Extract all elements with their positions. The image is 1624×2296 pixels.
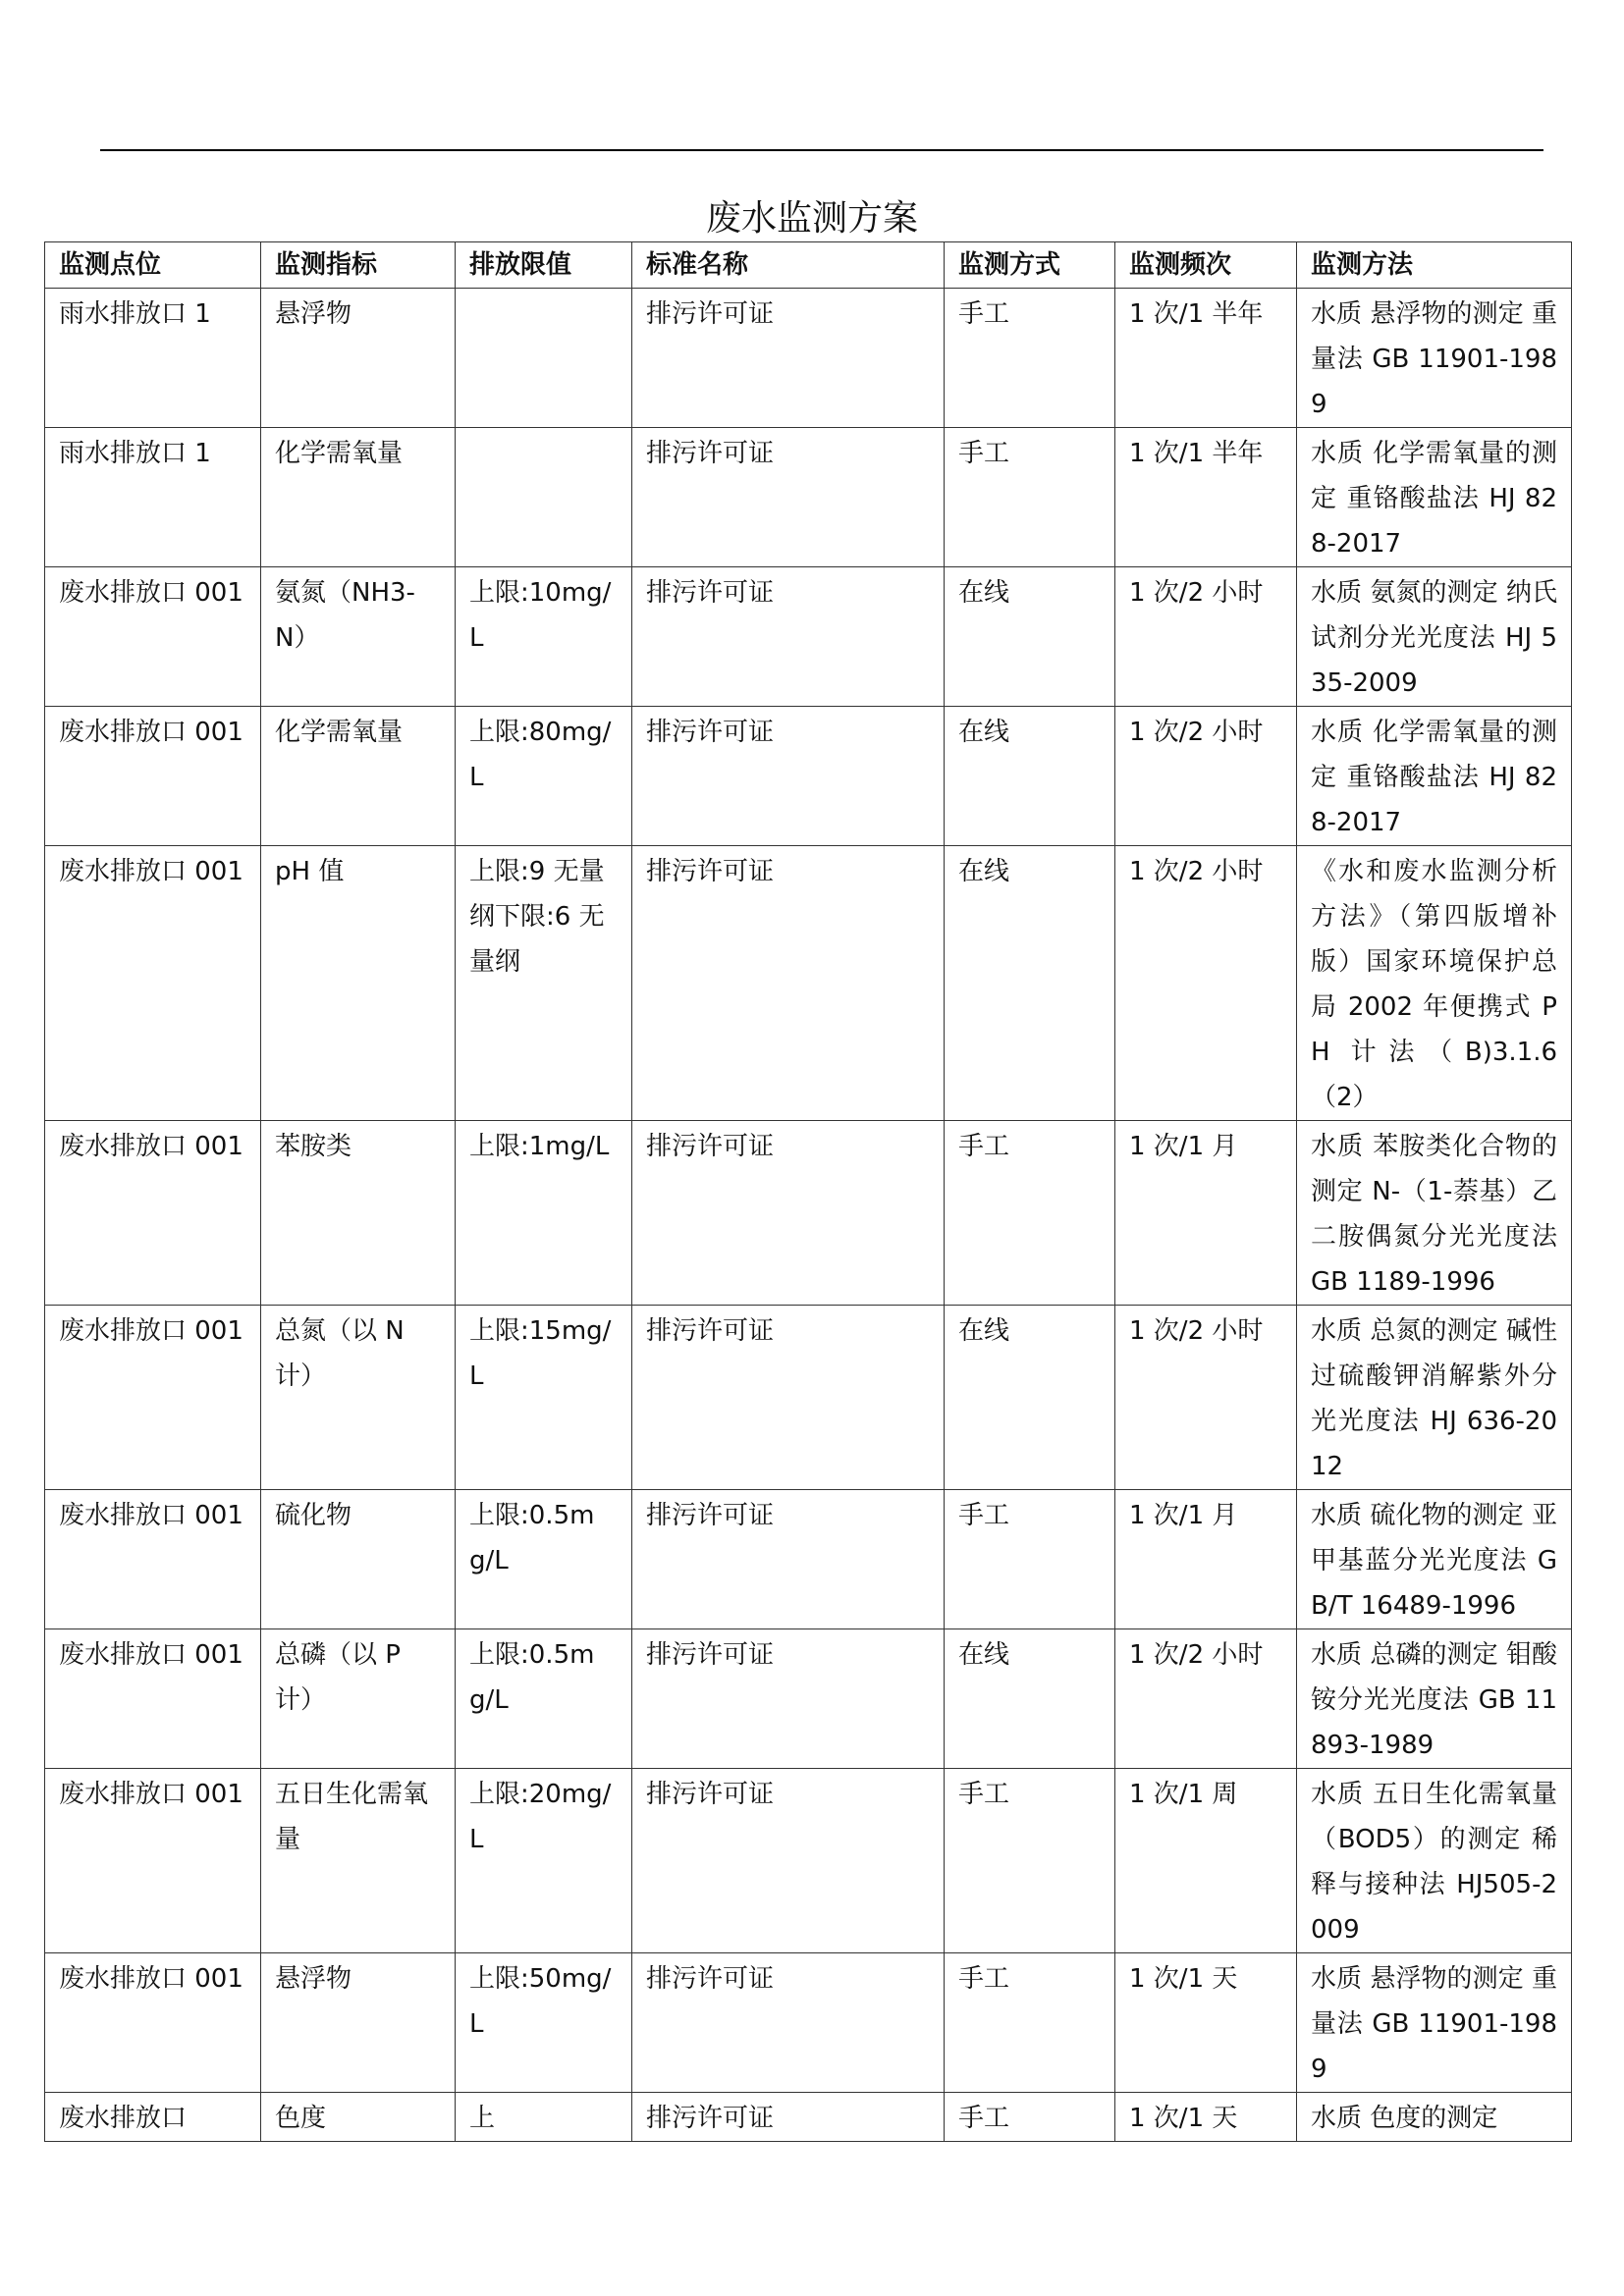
cell-indicator: 色度 bbox=[261, 2093, 456, 2142]
cell-method: 水质 苯胺类化合物的测定 N-（1-萘基）乙二胺偶氮分光光度法 GB 1189-1996 bbox=[1297, 1121, 1572, 1306]
cell-method: 水质 悬浮物的测定 重量法 GB 11901-1989 bbox=[1297, 289, 1572, 428]
cell-method: 水质 硫化物的测定 亚甲基蓝分光光度法 GB/T 16489-1996 bbox=[1297, 1490, 1572, 1629]
table-row bbox=[45, 2093, 1572, 2142]
cell-frequency: 1 次/2 小时 bbox=[1115, 707, 1297, 846]
table-row bbox=[45, 428, 1572, 567]
cell-indicator: 化学需氧量 bbox=[261, 707, 456, 846]
cell-method: 水质 总磷的测定 钼酸铵分光光度法 GB 11893-1989 bbox=[1297, 1629, 1572, 1769]
cell-indicator: 总氮（以 N 计） bbox=[261, 1306, 456, 1490]
cell-mode: 手工 bbox=[945, 1490, 1115, 1629]
cell-frequency: 1 次/1 半年 bbox=[1115, 428, 1297, 567]
column-header-frequency: 监测频次 bbox=[1115, 242, 1297, 289]
cell-frequency: 1 次/1 周 bbox=[1115, 1769, 1297, 1953]
cell-standard: 排污许可证 bbox=[632, 2093, 945, 2142]
cell-mode: 在线 bbox=[945, 1306, 1115, 1490]
header-rule bbox=[100, 149, 1543, 151]
cell-mode: 手工 bbox=[945, 428, 1115, 567]
cell-indicator: pH 值 bbox=[261, 846, 456, 1121]
cell-indicator: 氨氮（NH3-N） bbox=[261, 567, 456, 707]
cell-limit: 上限:9 无量纲下限:6 无量纲 bbox=[456, 846, 632, 1121]
cell-mode: 在线 bbox=[945, 846, 1115, 1121]
cell-mode: 手工 bbox=[945, 2093, 1115, 2142]
cell-standard: 排污许可证 bbox=[632, 567, 945, 707]
cell-standard: 排污许可证 bbox=[632, 1629, 945, 1769]
cell-location: 废水排放口 001 bbox=[45, 707, 261, 846]
monitoring-plan-table bbox=[44, 241, 1572, 2142]
cell-frequency: 1 次/2 小时 bbox=[1115, 1306, 1297, 1490]
table-header-row bbox=[45, 242, 1572, 289]
cell-mode: 手工 bbox=[945, 1953, 1115, 2093]
cell-indicator: 苯胺类 bbox=[261, 1121, 456, 1306]
cell-standard: 排污许可证 bbox=[632, 1490, 945, 1629]
cell-location: 雨水排放口 1 bbox=[45, 289, 261, 428]
table-row bbox=[45, 567, 1572, 707]
table-row bbox=[45, 1306, 1572, 1490]
table-row bbox=[45, 289, 1572, 428]
cell-limit: 上限:0.5mg/L bbox=[456, 1490, 632, 1629]
cell-method: 水质 色度的测定 bbox=[1297, 2093, 1572, 2142]
column-header-mode: 监测方式 bbox=[945, 242, 1115, 289]
cell-limit: 上限:1mg/L bbox=[456, 1121, 632, 1306]
cell-limit bbox=[456, 289, 632, 428]
cell-location: 废水排放口 001 bbox=[45, 567, 261, 707]
cell-mode: 手工 bbox=[945, 289, 1115, 428]
cell-standard: 排污许可证 bbox=[632, 1306, 945, 1490]
column-header-limit: 排放限值 bbox=[456, 242, 632, 289]
cell-location: 废水排放口 001 bbox=[45, 1953, 261, 2093]
cell-method: 水质 五日生化需氧量（BOD5）的测定 稀释与接种法 HJ505-2009 bbox=[1297, 1769, 1572, 1953]
cell-standard: 排污许可证 bbox=[632, 1769, 945, 1953]
cell-limit: 上限:0.5mg/L bbox=[456, 1629, 632, 1769]
cell-standard: 排污许可证 bbox=[632, 707, 945, 846]
cell-limit bbox=[456, 428, 632, 567]
cell-indicator: 化学需氧量 bbox=[261, 428, 456, 567]
cell-method: 《水和废水监测分析方法》（第四版增补版）国家环境保护总局 2002 年便携式 PH 计法（B)3.1.6（2） bbox=[1297, 846, 1572, 1121]
table-row bbox=[45, 1490, 1572, 1629]
cell-indicator: 总磷（以 P 计） bbox=[261, 1629, 456, 1769]
cell-location: 废水排放口 bbox=[45, 2093, 261, 2142]
cell-mode: 手工 bbox=[945, 1769, 1115, 1953]
cell-standard: 排污许可证 bbox=[632, 1953, 945, 2093]
cell-standard: 排污许可证 bbox=[632, 289, 945, 428]
cell-location: 废水排放口 001 bbox=[45, 1490, 261, 1629]
cell-location: 雨水排放口 1 bbox=[45, 428, 261, 567]
table-row bbox=[45, 1121, 1572, 1306]
cell-method: 水质 总氮的测定 碱性过硫酸钾消解紫外分光光度法 HJ 636-2012 bbox=[1297, 1306, 1572, 1490]
cell-standard: 排污许可证 bbox=[632, 846, 945, 1121]
page-title: 废水监测方案 bbox=[705, 198, 918, 240]
cell-limit: 上限:15mg/L bbox=[456, 1306, 632, 1490]
cell-mode: 在线 bbox=[945, 1629, 1115, 1769]
column-header-location: 监测点位 bbox=[45, 242, 261, 289]
cell-frequency: 1 次/1 月 bbox=[1115, 1490, 1297, 1629]
cell-limit: 上限:50mg/L bbox=[456, 1953, 632, 2093]
cell-frequency: 1 次/2 小时 bbox=[1115, 846, 1297, 1121]
cell-mode: 手工 bbox=[945, 1121, 1115, 1306]
cell-limit: 上限:10mg/L bbox=[456, 567, 632, 707]
column-header-indicator: 监测指标 bbox=[261, 242, 456, 289]
cell-standard: 排污许可证 bbox=[632, 428, 945, 567]
cell-frequency: 1 次/1 月 bbox=[1115, 1121, 1297, 1306]
column-header-standard: 标准名称 bbox=[632, 242, 945, 289]
cell-frequency: 1 次/2 小时 bbox=[1115, 567, 1297, 707]
cell-indicator: 悬浮物 bbox=[261, 289, 456, 428]
cell-mode: 在线 bbox=[945, 567, 1115, 707]
column-header-method: 监测方法 bbox=[1297, 242, 1572, 289]
cell-frequency: 1 次/2 小时 bbox=[1115, 1629, 1297, 1769]
cell-standard: 排污许可证 bbox=[632, 1121, 945, 1306]
cell-method: 水质 悬浮物的测定 重量法 GB 11901-1989 bbox=[1297, 1953, 1572, 2093]
cell-location: 废水排放口 001 bbox=[45, 1629, 261, 1769]
table-row bbox=[45, 846, 1572, 1121]
table-row bbox=[45, 1953, 1572, 2093]
cell-location: 废水排放口 001 bbox=[45, 1121, 261, 1306]
cell-indicator: 硫化物 bbox=[261, 1490, 456, 1629]
cell-method: 水质 氨氮的测定 纳氏试剂分光光度法 HJ 535-2009 bbox=[1297, 567, 1572, 707]
cell-location: 废水排放口 001 bbox=[45, 1769, 261, 1953]
table-row bbox=[45, 1629, 1572, 1769]
cell-location: 废水排放口 001 bbox=[45, 1306, 261, 1490]
cell-frequency: 1 次/1 天 bbox=[1115, 1953, 1297, 2093]
cell-indicator: 五日生化需氧量 bbox=[261, 1769, 456, 1953]
cell-limit: 上限:80mg/L bbox=[456, 707, 632, 846]
cell-limit: 上 bbox=[456, 2093, 632, 2142]
table-row bbox=[45, 1769, 1572, 1953]
cell-frequency: 1 次/1 半年 bbox=[1115, 289, 1297, 428]
cell-mode: 在线 bbox=[945, 707, 1115, 846]
cell-location: 废水排放口 001 bbox=[45, 846, 261, 1121]
cell-indicator: 悬浮物 bbox=[261, 1953, 456, 2093]
table-row bbox=[45, 707, 1572, 846]
cell-frequency: 1 次/1 天 bbox=[1115, 2093, 1297, 2142]
cell-method: 水质 化学需氧量的测定 重铬酸盐法 HJ 828-2017 bbox=[1297, 428, 1572, 567]
cell-limit: 上限:20mg/L bbox=[456, 1769, 632, 1953]
cell-method: 水质 化学需氧量的测定 重铬酸盐法 HJ 828-2017 bbox=[1297, 707, 1572, 846]
